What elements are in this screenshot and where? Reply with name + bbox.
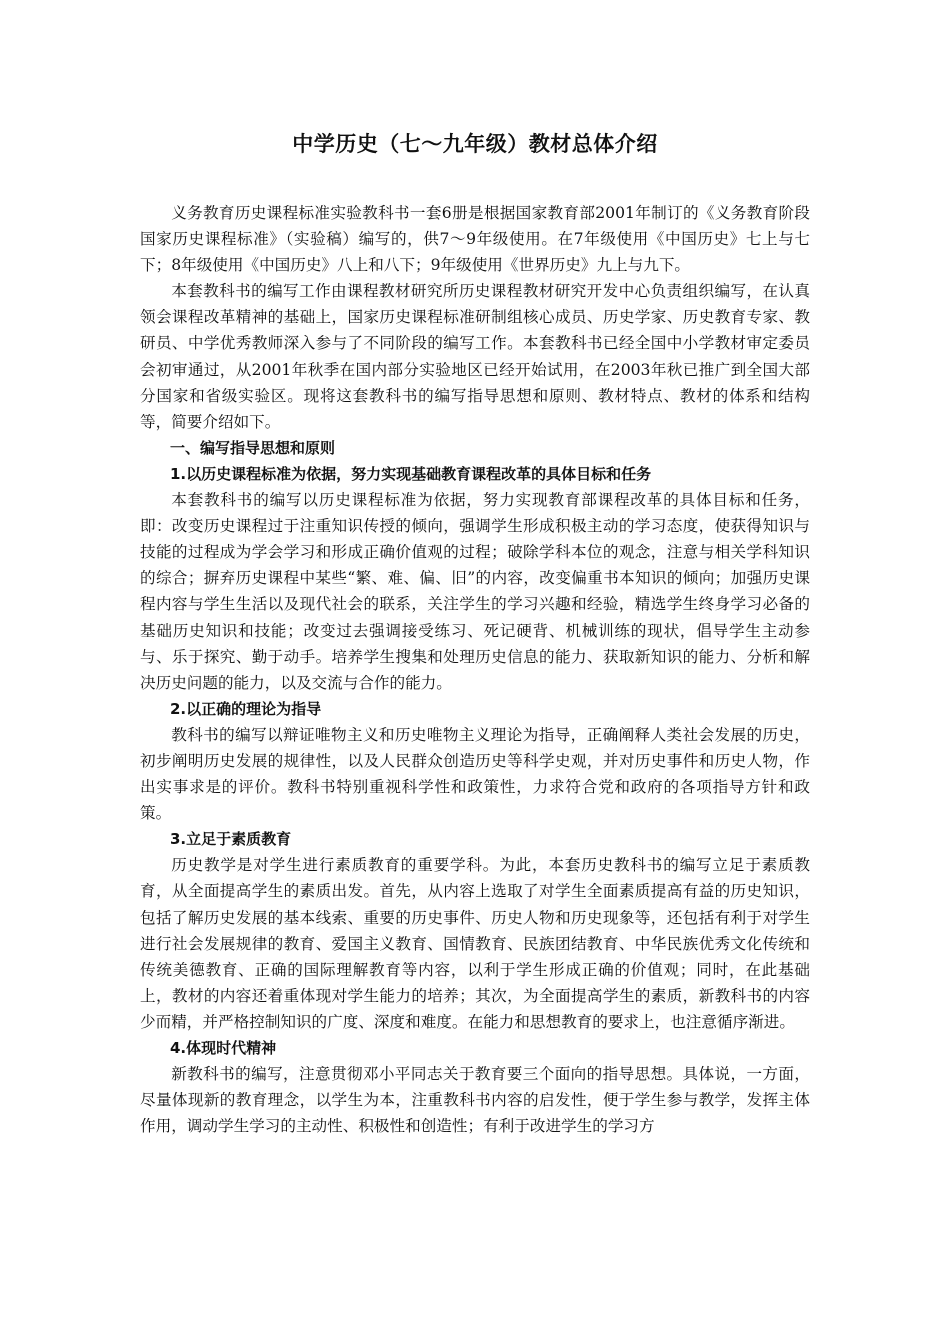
body-paragraph: 新教科书的编写，注意贯彻邓小平同志关于教育要三个面向的指导思想。具体说，一方面，尽量体现新的教育理念，以学生为本，注重教科书内容的启发性，便于学生参与教学，发挥主体作用，调动学生学习的主动性、积极性和创造性；有利于改进学生的学习方	[140, 1065, 810, 1136]
document-page	[140, 128, 810, 1139]
subsection-heading: 1.以历史课程标准为依据，努力实现基础教育课程改革的具体目标和任务	[170, 464, 652, 483]
subsection-heading: 3.立足于素质教育	[170, 830, 292, 849]
body-paragraph: 历史教学是对学生进行素质教育的重要学科。为此，本套历史教科书的编写立足于素质教育，从全面提高学生的素质出发。首先，从内容上选取了对学生全面素质提高有益的历史知识，包括了解历史发展的基本线索、重要的历史事件、历史人物和历史现象等，还包括有利于对学生进行社会发展规律的教育、爱国主义教育、国情教育、民族团结教育、中华民族优秀文化传统和传统美德教育、正确的国际理解教育等内容，以利于学生形成正确的价值观；同时，在此基础上，教材的内容还着重体现对学生能力的培养；其次，为全面提高学生的素质，新教科书的内容少而精，并严格控制知识的广度、深度和难度。在能力和思想教育的要求上，也注意循序渐进。	[140, 856, 810, 1031]
body-paragraph: 本套教科书的编写以历史课程标准为依据，努力实现教育部课程改革的具体目标和任务，即：改变历史课程过于注重知识传授的倾向，强调学生形成积极主动的学习态度，使获得知识与技能的过程成为学会学习和形成正确价值观的过程；破除学科本位的观念，注意与相关学科知识的综合；摒弃历史课程中某些“繁、难、偏、旧”的内容，改变偏重书本知识的倾向；加强历史课程内容与学生生活以及现代社会的联系，关注学生的学习兴趣和经验，精选学生终身学习必备的基础历史知识和技能；改变过去强调接受练习、死记硬背、机械训练的现状，倡导学生主动参与、乐于探究、勤于动手。培养学生搜集和处理历史信息的能力、获取新知识的能力、分析和解决历史问题的能力，以及交流与合作的能力。	[140, 491, 810, 692]
body-paragraph: 教科书的编写以辩证唯物主义和历史唯物主义理论为指导，正确阐释人类社会发展的历史，初步阐明历史发展的规律性，以及人民群众创造历史等科学史观，并对历史事件和历史人物，作出实事求是的评价。教科书特别重视科学性和政策性，力求符合党和政府的各项指导方针和政策。	[140, 725, 810, 823]
intro-paragraph: 本套教科书的编写工作由课程教材研究所历史课程教材研究开发中心负责组织编写，在认真领会课程改革精神的基础上，国家历史课程标准研制组核心成员、历史学家、历史教育专家、教研员、中学优秀教师深入参与了不同阶段的编写工作。本套教科书已经全国中小学教材审定委员会初审通过，从2001年秋季在国内部分实验地区已经开始试用，在2003年秋已推广到全国大部分国家和省级实验区。现将这套教科书的编写指导思想和原则、教材特点、教材的体系和结构等，简要介绍如下。	[140, 282, 810, 431]
document-title: 中学历史（七～九年级）教材总体介绍	[292, 132, 658, 156]
subsection-heading: 4.体现时代精神	[170, 1039, 277, 1057]
subsection-heading: 2.以正确的理论为指导	[170, 699, 322, 718]
section-heading: 一、编写指导思想和原则	[170, 438, 336, 457]
intro-paragraph: 义务教育历史课程标准实验教科书一套6册是根据国家教育部2001年制订的《义务教育阶段国家历史课程标准》（实验稿）编写的，供7～9年级使用。在7年级使用《中国历史》七上与七下；8年级使用《中国历史》八上和八下；9年级使用《世界历史》九上与九下。	[140, 204, 810, 275]
